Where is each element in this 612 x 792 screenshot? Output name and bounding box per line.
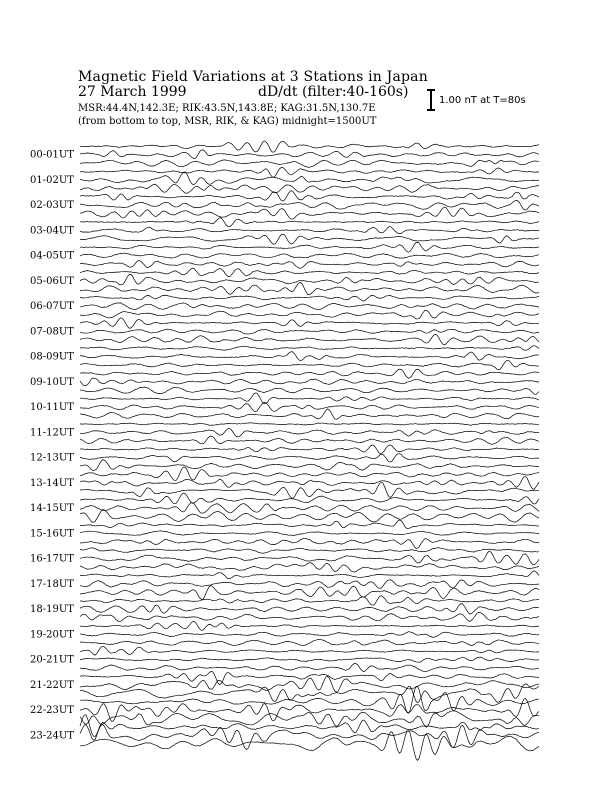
trace-05-06UT-MSR xyxy=(80,282,539,294)
trace-02-03UT-KAG xyxy=(80,191,539,202)
trace-11-12UT-MSR xyxy=(80,436,539,444)
trace-20-21UT-RIK xyxy=(80,657,539,662)
trace-14-15UT-MSR xyxy=(80,510,539,523)
hour-label-15-16UT: 15-16UT xyxy=(30,528,74,540)
trace-14-15UT-KAG xyxy=(80,493,539,504)
trace-05-06UT-KAG xyxy=(80,268,539,276)
trace-03-04UT-KAG xyxy=(80,218,539,227)
trace-15-16UT-KAG xyxy=(80,520,539,529)
hour-label-01-02UT: 01-02UT xyxy=(30,174,74,186)
hour-label-03-04UT: 03-04UT xyxy=(30,225,74,237)
trace-08-09UT-RIK xyxy=(80,352,539,361)
trace-17-18UT-KAG xyxy=(80,571,539,579)
trace-20-21UT-MSR xyxy=(80,663,539,671)
trace-08-09UT-MSR xyxy=(80,360,539,369)
trace-21-22UT-RIK xyxy=(80,676,539,692)
trace-21-22UT-MSR xyxy=(80,684,539,703)
trace-19-20UT-RIK xyxy=(80,632,539,638)
trace-07-08UT-RIK xyxy=(80,329,539,334)
trace-01-02UT-MSR xyxy=(80,184,539,193)
trace-13-14UT-MSR xyxy=(80,482,539,498)
stations-label: MSR:44.4N,142.3E; RIK:43.5N,143.8E; KAG:31.5N,130.7E xyxy=(78,103,376,114)
hour-label-17-18UT: 17-18UT xyxy=(30,578,74,590)
trace-04-05UT-MSR xyxy=(80,260,539,268)
trace-00-01UT-MSR xyxy=(80,160,539,167)
trace-08-09UT-KAG xyxy=(80,346,539,351)
hour-label-20-21UT: 20-21UT xyxy=(30,654,74,666)
hour-label-16-17UT: 16-17UT xyxy=(30,553,74,565)
trace-14-15UT-RIK xyxy=(80,503,539,514)
hour-label-22-23UT: 22-23UT xyxy=(30,705,74,717)
trace-15-16UT-RIK xyxy=(80,531,539,536)
trace-02-03UT-RIK xyxy=(80,200,539,210)
trace-13-14UT-RIK xyxy=(80,477,539,490)
hour-label-02-03UT: 02-03UT xyxy=(30,200,74,212)
hour-label-13-14UT: 13-14UT xyxy=(30,477,74,489)
hour-label-23-24UT: 23-24UT xyxy=(30,730,74,742)
trace-07-08UT-KAG xyxy=(80,318,539,328)
trace-01-02UT-RIK xyxy=(80,172,539,184)
trace-09-10UT-KAG xyxy=(80,369,539,378)
trace-23-24UT-MSR xyxy=(80,731,539,761)
hour-label-11-12UT: 11-12UT xyxy=(30,427,74,439)
trace-07-08UT-MSR xyxy=(80,335,539,345)
trace-15-16UT-MSR xyxy=(80,538,539,548)
trace-10-11UT-RIK xyxy=(80,402,539,411)
trace-04-05UT-KAG xyxy=(80,242,539,252)
trace-06-07UT-KAG xyxy=(80,295,539,301)
trace-11-12UT-KAG xyxy=(80,423,539,425)
trace-16-17UT-MSR xyxy=(80,563,539,572)
hour-label-06-07UT: 06-07UT xyxy=(30,301,74,313)
trace-12-13UT-RIK xyxy=(80,454,539,462)
hour-label-04-05UT: 04-05UT xyxy=(30,250,74,262)
order-note: (from bottom to top, MSR, RIK, & KAG) midnight=1500UT xyxy=(78,116,377,127)
trace-03-04UT-MSR xyxy=(80,234,539,244)
hour-label-19-20UT: 19-20UT xyxy=(30,629,74,641)
trace-09-10UT-MSR xyxy=(80,387,539,394)
hour-label-10-11UT: 10-11UT xyxy=(30,402,74,414)
trace-10-11UT-KAG xyxy=(80,393,539,404)
scale-label: 1.00 nT at T=80s xyxy=(439,94,526,106)
hour-label-07-08UT: 07-08UT xyxy=(30,326,74,338)
hour-label-08-09UT: 08-09UT xyxy=(30,351,74,363)
trace-17-18UT-RIK xyxy=(80,580,539,588)
trace-02-03UT-MSR xyxy=(80,207,539,219)
trace-12-13UT-MSR xyxy=(80,460,539,471)
trace-09-10UT-RIK xyxy=(80,378,539,386)
trace-18-19UT-RIK xyxy=(80,604,539,615)
hour-label-14-15UT: 14-15UT xyxy=(30,503,74,515)
trace-16-17UT-KAG xyxy=(80,548,539,554)
filter-label: dD/dt (filter:40-160s) xyxy=(258,84,409,100)
trace-11-12UT-RIK xyxy=(80,429,539,437)
trace-13-14UT-KAG xyxy=(80,467,539,480)
trace-10-11UT-MSR xyxy=(80,409,539,419)
trace-17-18UT-MSR xyxy=(80,586,539,599)
trace-22-23UT-MSR xyxy=(80,711,539,727)
trace-19-20UT-MSR xyxy=(80,639,539,645)
date-label: 27 March 1999 xyxy=(78,84,187,100)
hour-label-21-22UT: 21-22UT xyxy=(30,679,74,691)
hour-label-18-19UT: 18-19UT xyxy=(30,604,74,616)
trace-03-04UT-RIK xyxy=(80,227,539,234)
hour-label-05-06UT: 05-06UT xyxy=(30,275,74,287)
trace-18-19UT-KAG xyxy=(80,596,539,605)
trace-06-07UT-MSR xyxy=(80,310,539,319)
trace-04-05UT-RIK xyxy=(80,253,539,258)
trace-00-01UT-RIK xyxy=(80,150,539,159)
trace-06-07UT-RIK xyxy=(80,303,539,310)
trace-05-06UT-RIK xyxy=(80,274,539,284)
hour-label-00-01UT: 00-01UT xyxy=(30,149,74,161)
trace-01-02UT-KAG xyxy=(80,167,539,177)
hour-label-09-10UT: 09-10UT xyxy=(30,376,74,388)
trace-23-24UT-RIK xyxy=(80,724,539,749)
trace-19-20UT-KAG xyxy=(80,621,539,630)
hour-label-12-13UT: 12-13UT xyxy=(30,452,74,464)
trace-20-21UT-KAG xyxy=(80,646,539,655)
trace-12-13UT-KAG xyxy=(80,445,539,454)
chart-title: Magnetic Field Variations at 3 Stations in Japan xyxy=(78,69,428,85)
trace-00-01UT-KAG xyxy=(80,141,539,152)
